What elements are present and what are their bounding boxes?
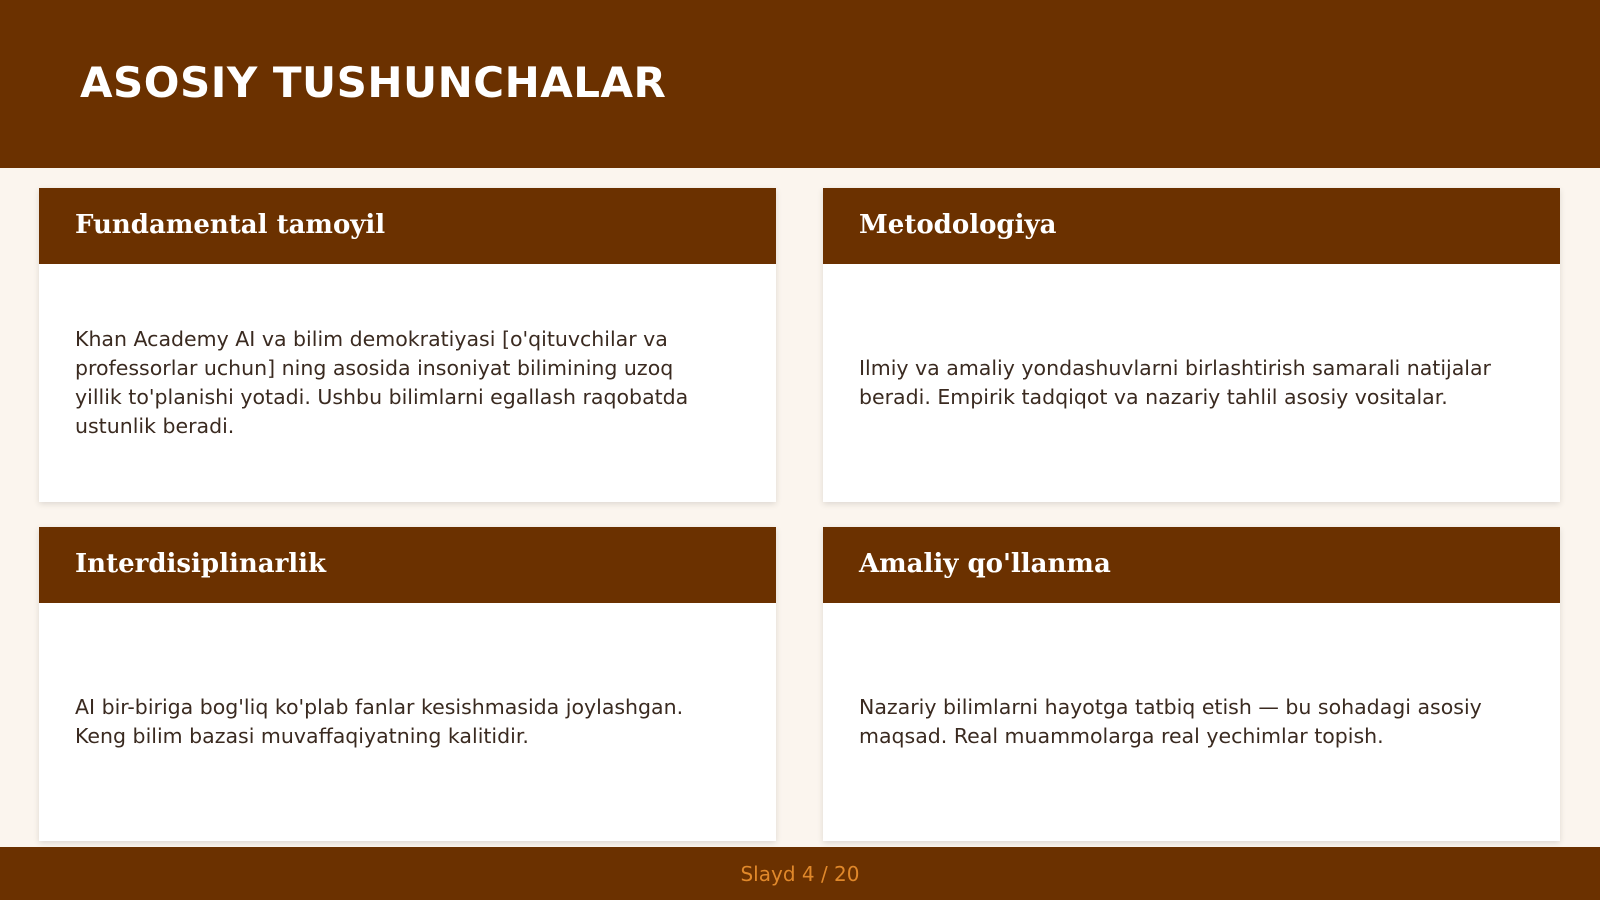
slide-counter: Slayd 4 / 20 <box>740 861 860 886</box>
card-title: Interdisiplinarlik <box>75 549 327 579</box>
card-title: Metodologiya <box>859 210 1057 240</box>
concept-card-methodology <box>823 188 1560 502</box>
card-header <box>823 527 1560 603</box>
card-header <box>39 188 776 264</box>
card-text: AI bir-biriga bog'liq ko'plab fanlar kesishmasida joylashgan. Keng bilim bazasi muvaffaqiyatning kalitidir. <box>75 695 684 748</box>
slide-header <box>0 0 1600 168</box>
card-title: Fundamental tamoyil <box>75 210 386 240</box>
card-header <box>823 188 1560 264</box>
card-body <box>823 603 1560 841</box>
concept-card-practical <box>823 527 1560 841</box>
concept-card-interdisciplinary <box>39 527 776 841</box>
slide-title: ASOSIY TUSHUNCHALAR <box>80 58 667 107</box>
card-text: Khan Academy AI va bilim demokratiyasi [o'qituvchilar va professorlar uchun] ning asosida insoniyat bilimining uzoq yillik to'planishi yotadi. Ushbu bilimlarni egallash raqobatda ustunlik beradi. <box>75 327 689 438</box>
card-body <box>39 264 776 502</box>
card-title: Amaliy qo'llanma <box>859 549 1111 579</box>
card-body <box>823 264 1560 502</box>
slide-footer <box>0 847 1600 900</box>
card-text: Nazariy bilimlarni hayotga tatbiq etish — bu sohadagi asosiy maqsad. Real muammolarga real yechimlar topish. <box>859 695 1482 748</box>
card-header <box>39 527 776 603</box>
card-text: Ilmiy va amaliy yondashuvlarni birlashtirish samarali natijalar beradi. Empirik tadqiqot va nazariy tahlil asosiy vositalar. <box>859 356 1491 409</box>
concept-card-fundamental <box>39 188 776 502</box>
card-body <box>39 603 776 841</box>
